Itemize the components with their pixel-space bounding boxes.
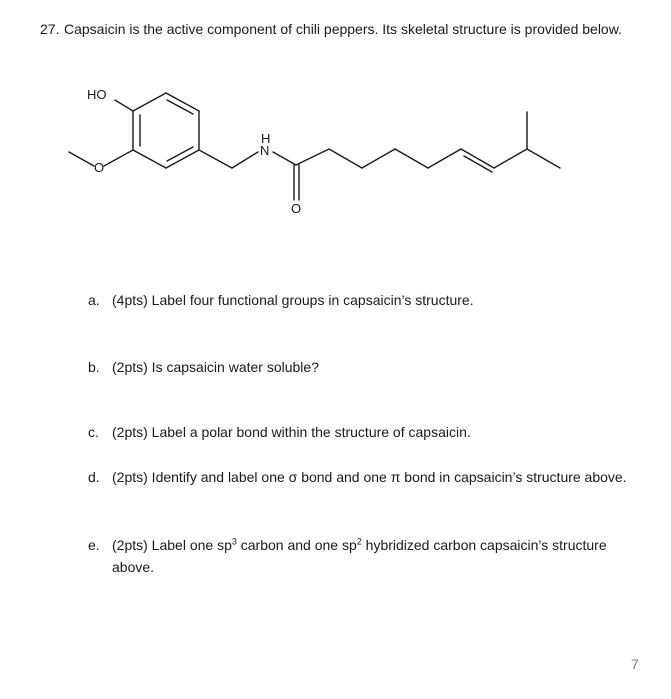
part-label: e.	[88, 537, 100, 553]
part-a	[88, 289, 648, 311]
carbonyl-oxygen-label: O	[291, 201, 302, 216]
part-text-segment: carbon and one sp	[236, 537, 357, 553]
page-number: 7	[631, 656, 639, 672]
part-b	[88, 356, 648, 378]
part-e	[88, 534, 648, 578]
part-text: (2pts) Label a polar bond within the structure of capsaicin.	[112, 424, 471, 440]
question-number: 27.	[40, 21, 60, 37]
methoxy-oxygen-label: O	[94, 160, 105, 175]
part-label: c.	[88, 424, 99, 440]
question-text: Capsaicin is the active component of chili peppers. Its skeletal structure is provided below.	[64, 21, 622, 37]
part-label: a.	[88, 292, 100, 308]
superscript-3: 3	[231, 536, 237, 547]
part-label: b.	[88, 359, 100, 375]
part-text: (2pts) Identify and label one σ bond and one π bond in capsaicin’s structure above.	[112, 469, 627, 485]
hydroxyl-label: HO	[87, 87, 107, 102]
part-d	[88, 466, 648, 488]
part-text	[112, 534, 648, 578]
part-text: (2pts) Is capsaicin water soluble?	[112, 359, 319, 375]
amide-h-label: H	[261, 131, 271, 146]
part-c	[88, 421, 648, 443]
part-label: d.	[88, 469, 100, 485]
amide-n-label: N	[260, 143, 270, 158]
part-text-segment: (2pts) Label one sp	[112, 537, 232, 553]
part-text: (4pts) Label four functional groups in capsaicin’s structure.	[112, 292, 474, 308]
part-text-segment: hybridized carbon capsaicin’s structure above.	[112, 537, 607, 575]
capsaicin-skeletal-structure	[0, 0, 671, 260]
superscript-2: 2	[356, 536, 362, 547]
